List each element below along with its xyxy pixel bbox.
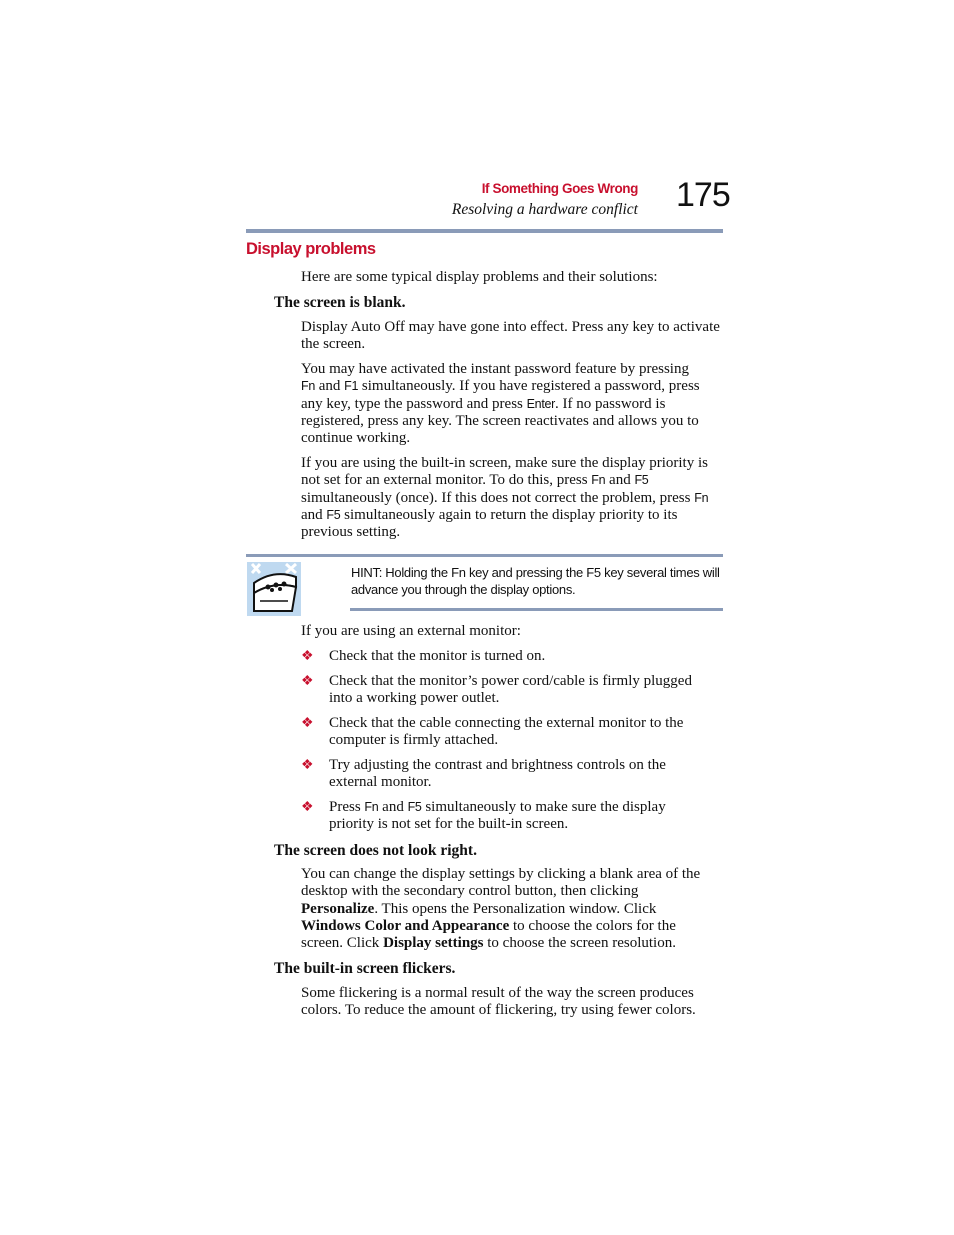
text-line: You may have activated the instant password feature by pressing (301, 361, 689, 377)
text-line (329, 799, 723, 816)
text-run: and (378, 799, 408, 815)
text-line: desktop with the secondary control button, then clicking (301, 883, 639, 900)
key-fn: Fn (694, 490, 709, 505)
paragraph-display-settings (301, 866, 723, 952)
text-run: simultaneously (once). If this does not correct the problem, press (301, 489, 695, 506)
text-run: screen. Click (301, 935, 384, 952)
bullet-icon: ❖ (301, 674, 314, 689)
text-line (301, 396, 723, 413)
text-line: previous setting. (301, 524, 401, 541)
text-line: external monitor. (329, 774, 432, 791)
bullet-item-1: Check that the monitor is turned on. (329, 648, 546, 664)
hint-text (351, 564, 723, 598)
ui-term-windows-color: Windows Color and Appearance (301, 917, 510, 934)
text-line (301, 918, 723, 935)
bullet-icon: ❖ (301, 716, 314, 731)
bullet-item-4 (329, 757, 723, 792)
bullet-item-5 (329, 799, 723, 834)
text-line (301, 935, 723, 952)
header-rule (246, 229, 723, 233)
hint-rule-bottom (350, 608, 723, 611)
key-fn: Fn (591, 473, 606, 488)
text-line (301, 507, 723, 524)
text-run: simultaneously again to return the display priority to its (340, 506, 678, 523)
subheading-flickers: The built-in screen flickers. (274, 960, 456, 977)
key-f5: F5 (407, 800, 422, 814)
text-run: simultaneously to make sure the display (421, 799, 666, 815)
key-fn: Fn (301, 379, 315, 394)
text-line: into a working power outlet. (329, 690, 500, 707)
subheading-screen-blank: The screen is blank. (274, 294, 406, 311)
text-run: . This opens the Personalization window. Click (374, 900, 657, 917)
key-f5: F5 (634, 473, 649, 488)
text-line: continue working. (301, 430, 411, 447)
subheading-not-right: The screen does not look right. (274, 842, 477, 859)
section-heading: Display problems (246, 240, 376, 258)
paragraph-instant-password (301, 361, 723, 447)
ui-term-personalize: Personalize (301, 900, 375, 917)
key-enter: Enter (526, 396, 556, 411)
text-run: to choose the screen resolution. (483, 935, 676, 952)
treasure-chest-icon (246, 561, 302, 617)
running-header-section: Resolving a hardware conflict (451, 201, 638, 218)
key-f1: F1 (344, 379, 359, 394)
text-line: registered, press any key. The screen reactivates and allows you to (301, 412, 699, 429)
text-run: and (301, 506, 327, 523)
page-number: 175 (676, 176, 730, 214)
text-line (301, 490, 723, 507)
paragraph-auto-off: Display Auto Off may have gone into effect. Press any key to activate the screen. (301, 319, 720, 353)
text-run: . If no password is (555, 395, 666, 412)
key-fn: Fn (364, 800, 379, 814)
intro-paragraph: Here are some typical display problems and their solutions: (301, 269, 658, 285)
text-run: simultaneously. If you have registered a password, press (358, 378, 700, 395)
paragraph-external-monitor: If you are using an external monitor: (301, 623, 521, 639)
text-line: colors. To reduce the amount of flickering, try using fewer colors. (301, 1002, 696, 1019)
text-run: not set for an external monitor. To do this, press (301, 472, 592, 489)
text-line: If you are using the built-in screen, make sure the display priority is (301, 455, 708, 471)
text-line: Check that the monitor’s power cord/cable is firmly plugged (329, 673, 692, 689)
hint-line: advance you through the display options. (351, 582, 576, 597)
hint-line: HINT: Holding the Fn key and pressing the F5 key several times will (351, 565, 720, 580)
bullet-icon: ❖ (301, 758, 314, 773)
ui-term-display-settings: Display settings (383, 935, 484, 952)
text-line (301, 378, 723, 395)
text-run: to choose the colors for the (509, 917, 676, 934)
bullet-item-2 (329, 673, 723, 708)
paragraph-display-priority (301, 455, 723, 541)
text-line (301, 472, 723, 489)
bullet-icon: ❖ (301, 649, 314, 664)
text-line: Some flickering is a normal result of the way the screen produces (301, 985, 694, 1001)
running-header-chapter: If Something Goes Wrong (481, 181, 638, 196)
text-line: computer is firmly attached. (329, 732, 499, 749)
bullet-item-3 (329, 715, 723, 750)
text-line: Try adjusting the contrast and brightness controls on the (329, 757, 666, 773)
paragraph-flickering (301, 985, 723, 1020)
text-line: Check that the cable connecting the external monitor to the (329, 715, 684, 731)
text-run: any key, type the password and press (301, 395, 527, 412)
text-line: You can change the display settings by clicking a blank area of the (301, 866, 701, 882)
text-line: priority is not set for the built-in screen. (329, 816, 569, 833)
key-f5: F5 (326, 507, 341, 522)
text-run: and (605, 472, 635, 489)
text-run: Press (329, 799, 365, 815)
bullet-icon: ❖ (301, 800, 314, 815)
hint-rule-top (246, 554, 723, 557)
text-line (301, 901, 723, 918)
text-run: and (315, 378, 345, 395)
